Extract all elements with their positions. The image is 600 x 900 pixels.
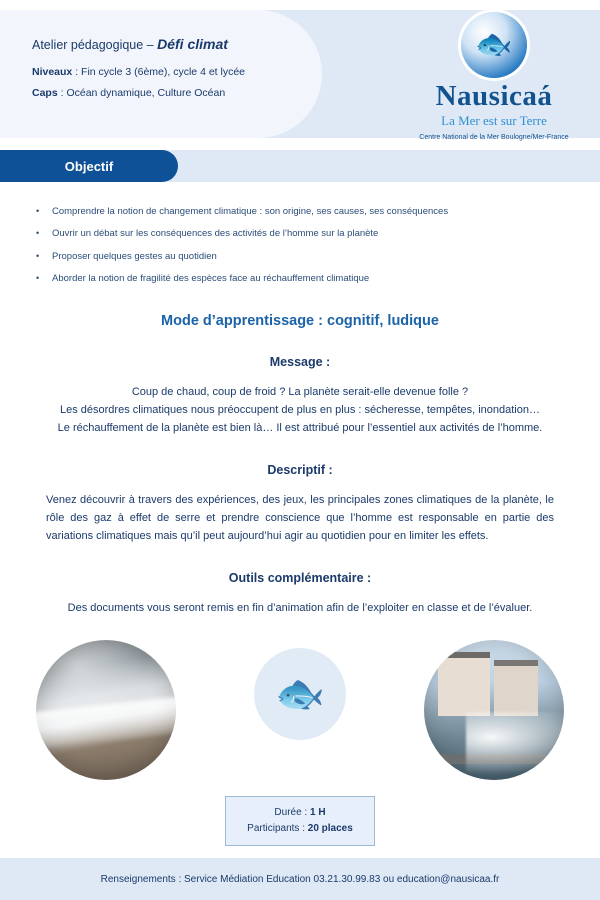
list-item [36,228,600,239]
caps-value: : Océan dynamique, Culture Océan [57,87,226,99]
caps-line [32,87,332,99]
watermark-circle [254,648,346,740]
wave-spray-shape [466,712,564,775]
descriptif-body: Venez découvrir à travers des expériences, des jeux, les principales zones climatiques de la planète, le rôle des gaz à effet de serre et prendre conscience que l’homme est responsable en partie des variations climatiques mais qu’il peut aujourd’hui agir au quotidien pour en limiter les effets. [46,493,554,543]
building-shape [494,660,538,716]
footer-contact-text: Renseignements : Service Médiation Education 03.21.30.99.83 ou education@nausicaa.fr [100,873,500,885]
objective-text: Ouvrir un débat sur les conséquences des activités de l’homme sur la planète [52,228,379,240]
objectif-pill-label: Objectif [0,150,178,182]
message-title: Message : [269,354,331,369]
objective-text: Proposer quelques gestes au quotidien [52,250,217,262]
objectif-band [0,150,600,182]
niveaux-label: Niveaux [32,66,73,78]
niveaux-value: : Fin cycle 3 (6ème), cycle 4 et lycée [72,66,246,78]
message-line: Le réchauffement de la planète est bien là… Il est attribué pour l’essentiel aux activités de l’homme. [57,421,543,434]
outils-title: Outils complémentaire : [228,571,372,586]
footer [0,858,600,900]
outils-body: Des documents vous seront remis en fin d’animation afin de l’exploiter en classe et de l’évaluer. [67,602,533,615]
photo-storm-coast-right [424,640,564,780]
participants-value: 20 places [307,822,353,834]
photo-storm-coast-left [36,640,176,780]
logo-subline: Centre National de la Mer Boulogne/Mer-France [419,134,569,141]
logo-tagline: La Mer est sur Terre [441,113,547,128]
list-item [36,251,600,262]
list-item [36,273,600,284]
bullet-icon: • [36,228,40,239]
page-title: Défi climat [157,36,228,52]
caps-label: Caps [32,87,58,99]
duree-value: 1 H [310,806,326,818]
info-box [225,796,375,846]
main-content [0,313,600,618]
logo-circle [461,12,527,78]
message-line: Les désordres climatiques nous préoccupent de plus en plus : sécheresse, tempêtes, inondation… [59,403,540,416]
atelier-prefix: Atelier pédagogique – [32,38,158,52]
list-item [36,206,600,217]
fish-icon: 🐟 [275,671,325,716]
bullet-icon: • [36,206,40,216]
fish-icon: 🐟 [475,28,513,61]
message-body [24,383,576,437]
objectives-list [0,182,600,285]
mode-apprentissage-title: Mode d’apprentissage : cognitif, ludique [161,312,439,329]
participants-row [232,821,368,837]
message-line: Coup de chaud, coup de froid ? La planète serait-elle devenue folle ? [131,385,469,398]
duree-label: Durée : [274,806,310,818]
nausicaa-logo [414,12,574,142]
bullet-icon: • [36,250,40,261]
photo-row [0,640,600,834]
logo-name: Nausicaá [435,80,553,112]
atelier-line [32,36,332,52]
niveaux-line [32,66,332,78]
objective-text: Comprendre la notion de changement climatique : son origine, ses causes, ses conséquences [52,206,449,217]
participants-label: Participants : [247,822,308,834]
building-shape [438,652,490,716]
objective-text: Aborder la notion de fragilité des espèces face au réchauffement climatique [52,273,370,285]
header-text-block [32,36,332,108]
descriptif-title: Descriptif : [267,462,333,477]
duree-row [232,805,368,821]
bullet-icon: • [36,273,40,284]
header [0,0,600,148]
